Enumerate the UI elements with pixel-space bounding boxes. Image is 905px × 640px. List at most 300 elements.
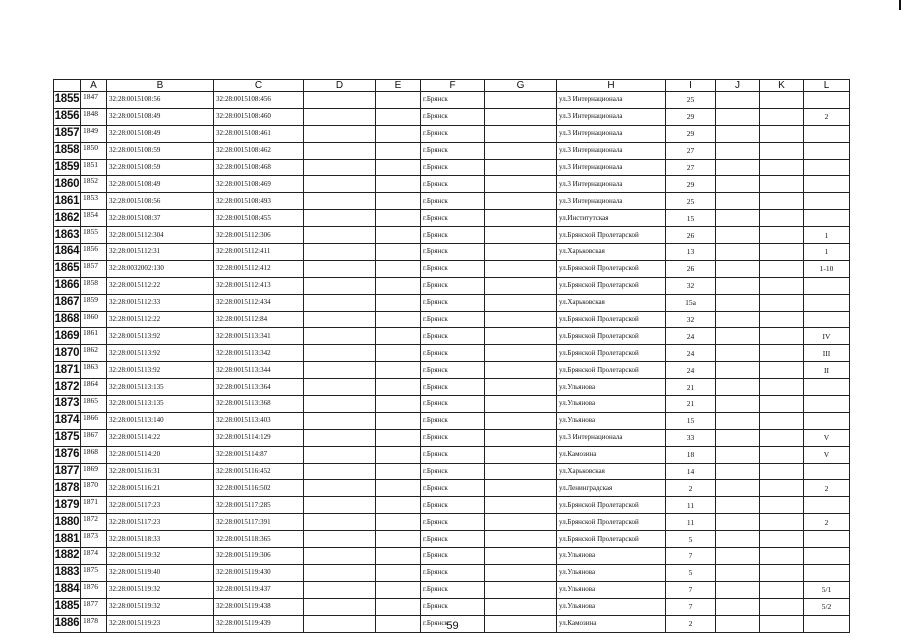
cell-d (304, 210, 376, 227)
cell-j (716, 92, 760, 109)
cell-i: 15а (666, 294, 716, 311)
cell-f: г.Брянск (421, 176, 485, 193)
cell-l: 1 (804, 244, 850, 261)
cell-j (716, 480, 760, 497)
cell-k (760, 446, 804, 463)
cell-i: 24 (666, 362, 716, 379)
cell-c: 32:28:0015116:502 (214, 480, 304, 497)
cell-d (304, 480, 376, 497)
cell-i: 32 (666, 277, 716, 294)
cell-a: 1858 (81, 277, 107, 294)
cell-h: ул.Ульянова (557, 548, 666, 565)
cell-k (760, 210, 804, 227)
cell-d (304, 92, 376, 109)
cell-g (485, 463, 557, 480)
row-number: 1864 (54, 244, 81, 261)
cell-k (760, 193, 804, 210)
cell-i: 5 (666, 531, 716, 548)
cell-l: 2 (804, 480, 850, 497)
cell-g (485, 108, 557, 125)
cell-g (485, 412, 557, 429)
cell-i: 24 (666, 328, 716, 345)
cell-h: ул.Институтская (557, 210, 666, 227)
cell-f: г.Брянск (421, 396, 485, 413)
cell-l (804, 463, 850, 480)
cell-k (760, 598, 804, 615)
cell-e (376, 362, 421, 379)
cell-d (304, 193, 376, 210)
cell-i: 18 (666, 446, 716, 463)
cell-a: 1878 (81, 615, 107, 632)
cell-d (304, 277, 376, 294)
cell-d (304, 497, 376, 514)
cell-h: ул.Харьковская (557, 244, 666, 261)
cell-l (804, 277, 850, 294)
cell-j (716, 345, 760, 362)
cell-c: 32:28:0015112:413 (214, 277, 304, 294)
cell-c: 32:28:0015108:469 (214, 176, 304, 193)
cell-j (716, 108, 760, 125)
cell-b: 32:28:0015119:32 (107, 548, 214, 565)
cell-k (760, 564, 804, 581)
cell-j (716, 497, 760, 514)
table-row (54, 598, 850, 615)
cell-f: г.Брянск (421, 125, 485, 142)
cell-l (804, 497, 850, 514)
cell-j (716, 446, 760, 463)
cell-f: г.Брянск (421, 548, 485, 565)
cell-k (760, 345, 804, 362)
cell-i: 27 (666, 142, 716, 159)
cell-d (304, 446, 376, 463)
cell-b: 32:28:0015113:92 (107, 345, 214, 362)
cell-j (716, 396, 760, 413)
cell-l: 5/2 (804, 598, 850, 615)
cell-c: 32:28:0015117:391 (214, 514, 304, 531)
column-header-j: J (716, 80, 760, 92)
cell-f: г.Брянск (421, 362, 485, 379)
cell-f: г.Брянск (421, 480, 485, 497)
cell-e (376, 446, 421, 463)
cell-g (485, 362, 557, 379)
cell-g (485, 379, 557, 396)
cell-f: г.Брянск (421, 345, 485, 362)
cell-f: г.Брянск (421, 311, 485, 328)
table-row (54, 429, 850, 446)
cell-h: ул.Камозина (557, 446, 666, 463)
cell-l (804, 176, 850, 193)
cell-k (760, 125, 804, 142)
cell-l (804, 412, 850, 429)
cell-d (304, 244, 376, 261)
cell-h: ул.Брянской Пролетарской (557, 531, 666, 548)
cell-h: ул.Ульянова (557, 412, 666, 429)
cell-d (304, 227, 376, 244)
cell-f: г.Брянск (421, 598, 485, 615)
cell-j (716, 581, 760, 598)
cell-f: г.Брянск (421, 294, 485, 311)
cell-b: 32:28:0015112:304 (107, 227, 214, 244)
cell-e (376, 328, 421, 345)
cell-f: г.Брянск (421, 260, 485, 277)
table-row (54, 396, 850, 413)
cell-j (716, 328, 760, 345)
cell-c: 32:28:0015108:462 (214, 142, 304, 159)
row-number: 1870 (54, 345, 81, 362)
row-number: 1874 (54, 412, 81, 429)
cell-a: 1869 (81, 463, 107, 480)
cell-b: 32:28:0015119:40 (107, 564, 214, 581)
column-header-h: H (557, 80, 666, 92)
cell-j (716, 193, 760, 210)
table-row (54, 345, 850, 362)
cell-d (304, 581, 376, 598)
row-number: 1859 (54, 159, 81, 176)
cell-i: 29 (666, 108, 716, 125)
cell-e (376, 159, 421, 176)
cell-l: III (804, 345, 850, 362)
cell-l: 1 (804, 227, 850, 244)
cell-g (485, 531, 557, 548)
cell-d (304, 531, 376, 548)
cell-g (485, 564, 557, 581)
cell-l: 1-10 (804, 260, 850, 277)
table-row (54, 379, 850, 396)
cell-d (304, 598, 376, 615)
cell-h: ул.Брянской Пролетарской (557, 497, 666, 514)
cell-k (760, 396, 804, 413)
cell-a: 1864 (81, 379, 107, 396)
cell-i: 26 (666, 260, 716, 277)
cell-a: 1852 (81, 176, 107, 193)
column-header-d: D (304, 80, 376, 92)
table-row (54, 480, 850, 497)
cell-k (760, 227, 804, 244)
cell-f: г.Брянск (421, 412, 485, 429)
cell-g (485, 514, 557, 531)
cell-l: IV (804, 328, 850, 345)
table-row (54, 227, 850, 244)
cell-h: ул.3 Интернационала (557, 92, 666, 109)
cell-d (304, 142, 376, 159)
cell-f: г.Брянск (421, 379, 485, 396)
table-row (54, 159, 850, 176)
row-number: 1869 (54, 328, 81, 345)
cell-k (760, 463, 804, 480)
cell-b: 32:28:0015116:31 (107, 463, 214, 480)
cell-g (485, 92, 557, 109)
cell-d (304, 176, 376, 193)
cell-g (485, 497, 557, 514)
cell-e (376, 227, 421, 244)
cell-e (376, 108, 421, 125)
row-number: 1884 (54, 581, 81, 598)
cell-k (760, 311, 804, 328)
cell-i: 11 (666, 497, 716, 514)
column-header-e: E (376, 80, 421, 92)
cell-i: 2 (666, 480, 716, 497)
cell-c: 32:28:0015116:452 (214, 463, 304, 480)
cell-f: г.Брянск (421, 564, 485, 581)
cell-f: г.Брянск (421, 581, 485, 598)
cell-g (485, 193, 557, 210)
cell-b: 32:28:0015112:22 (107, 277, 214, 294)
cell-i: 21 (666, 396, 716, 413)
cell-b: 32:28:0015119:32 (107, 581, 214, 598)
cell-h: ул.Камозина (557, 615, 666, 632)
cell-d (304, 260, 376, 277)
cell-f: г.Брянск (421, 615, 485, 632)
cell-f: г.Брянск (421, 142, 485, 159)
cell-e (376, 564, 421, 581)
cell-f: г.Брянск (421, 227, 485, 244)
table-row (54, 142, 850, 159)
cell-c: 32:28:0015113:342 (214, 345, 304, 362)
cell-h: ул.Брянской Пролетарской (557, 311, 666, 328)
cell-l (804, 294, 850, 311)
cell-h: ул.3 Интернационала (557, 108, 666, 125)
cell-k (760, 176, 804, 193)
cell-l: 2 (804, 514, 850, 531)
cell-e (376, 531, 421, 548)
table-row (54, 581, 850, 598)
cell-k (760, 260, 804, 277)
cell-i: 27 (666, 159, 716, 176)
cell-b: 32:28:0015113:135 (107, 379, 214, 396)
table-row (54, 446, 850, 463)
cell-c: 32:28:0015112:306 (214, 227, 304, 244)
column-header-a: A (81, 80, 107, 92)
cell-i: 13 (666, 244, 716, 261)
row-number: 1881 (54, 531, 81, 548)
cell-b: 32:28:0015114:20 (107, 446, 214, 463)
cell-i: 2 (666, 615, 716, 632)
cell-j (716, 412, 760, 429)
corner-cell (54, 80, 81, 92)
cell-g (485, 480, 557, 497)
cell-c: 32:28:0015113:344 (214, 362, 304, 379)
cell-g (485, 176, 557, 193)
row-number: 1880 (54, 514, 81, 531)
cell-f: г.Брянск (421, 429, 485, 446)
row-number: 1873 (54, 396, 81, 413)
cell-g (485, 429, 557, 446)
column-header-b: B (107, 80, 214, 92)
row-number: 1866 (54, 277, 81, 294)
row-number: 1867 (54, 294, 81, 311)
cell-e (376, 581, 421, 598)
cell-j (716, 429, 760, 446)
cell-l (804, 142, 850, 159)
column-header-i: I (666, 80, 716, 92)
cell-g (485, 548, 557, 565)
cell-e (376, 480, 421, 497)
cell-c: 32:28:0015112:412 (214, 260, 304, 277)
cell-b: 32:28:0015113:135 (107, 396, 214, 413)
cell-a: 1875 (81, 564, 107, 581)
cell-e (376, 277, 421, 294)
cell-k (760, 142, 804, 159)
cell-j (716, 514, 760, 531)
cell-a: 1859 (81, 294, 107, 311)
cell-l (804, 92, 850, 109)
cell-c: 32:28:0015108:493 (214, 193, 304, 210)
cell-h: ул.Ульянова (557, 396, 666, 413)
cell-f: г.Брянск (421, 92, 485, 109)
row-number: 1879 (54, 497, 81, 514)
cell-k (760, 92, 804, 109)
cell-h: ул.Ульянова (557, 379, 666, 396)
row-number: 1855 (54, 92, 81, 109)
cell-f: г.Брянск (421, 497, 485, 514)
cell-f: г.Брянск (421, 463, 485, 480)
cell-i: 21 (666, 379, 716, 396)
table-row (54, 210, 850, 227)
row-number: 1878 (54, 480, 81, 497)
cell-h: ул.Брянской Пролетарской (557, 345, 666, 362)
cell-k (760, 548, 804, 565)
cell-e (376, 176, 421, 193)
cell-c: 32:28:0015113:368 (214, 396, 304, 413)
cell-e (376, 92, 421, 109)
column-header-row (54, 80, 850, 92)
cell-b: 32:28:0015117:23 (107, 497, 214, 514)
cell-g (485, 159, 557, 176)
cell-i: 7 (666, 548, 716, 565)
cell-d (304, 514, 376, 531)
cell-g (485, 277, 557, 294)
row-number: 1865 (54, 260, 81, 277)
cell-h: ул.3 Интернационала (557, 193, 666, 210)
cell-a: 1867 (81, 429, 107, 446)
cell-k (760, 514, 804, 531)
cell-k (760, 480, 804, 497)
cell-i: 11 (666, 514, 716, 531)
cell-g (485, 581, 557, 598)
cell-f: г.Брянск (421, 277, 485, 294)
table-row (54, 125, 850, 142)
cell-c: 32:28:0015119:438 (214, 598, 304, 615)
cell-i: 25 (666, 92, 716, 109)
cell-l (804, 311, 850, 328)
table-row (54, 311, 850, 328)
cell-a: 1856 (81, 244, 107, 261)
cell-h: ул.Брянской Пролетарской (557, 260, 666, 277)
table-body (54, 92, 850, 633)
cell-a: 1857 (81, 260, 107, 277)
cell-h: ул.Брянской Пролетарской (557, 227, 666, 244)
cell-l (804, 548, 850, 565)
cell-a: 1873 (81, 531, 107, 548)
cell-j (716, 210, 760, 227)
cell-a: 1862 (81, 345, 107, 362)
cell-b: 32:28:0015112:22 (107, 311, 214, 328)
cell-b: 32:28:0015108:59 (107, 142, 214, 159)
cell-k (760, 328, 804, 345)
cell-e (376, 463, 421, 480)
cell-e (376, 396, 421, 413)
cell-k (760, 581, 804, 598)
cell-b: 32:28:0015112:33 (107, 294, 214, 311)
cell-k (760, 497, 804, 514)
cell-e (376, 260, 421, 277)
cell-b: 32:28:0015108:49 (107, 108, 214, 125)
cell-b: 32:28:0015108:37 (107, 210, 214, 227)
table-row (54, 108, 850, 125)
cell-j (716, 244, 760, 261)
row-number: 1876 (54, 446, 81, 463)
row-number: 1883 (54, 564, 81, 581)
cell-g (485, 345, 557, 362)
row-number: 1856 (54, 108, 81, 125)
cell-i: 5 (666, 564, 716, 581)
cell-b: 32:28:0015108:49 (107, 125, 214, 142)
cell-l (804, 193, 850, 210)
cell-i: 26 (666, 227, 716, 244)
cell-f: г.Брянск (421, 193, 485, 210)
cell-g (485, 311, 557, 328)
cell-l: II (804, 362, 850, 379)
cell-h: ул.Харьковская (557, 463, 666, 480)
cell-l (804, 531, 850, 548)
table-row (54, 362, 850, 379)
cell-i: 15 (666, 412, 716, 429)
cell-g (485, 396, 557, 413)
table-row (54, 328, 850, 345)
cell-e (376, 497, 421, 514)
cell-h: ул.Брянской Пролетарской (557, 362, 666, 379)
cell-a: 1876 (81, 581, 107, 598)
cell-c: 32:28:0015114:87 (214, 446, 304, 463)
cell-b: 32:28:0015113:92 (107, 328, 214, 345)
cell-d (304, 548, 376, 565)
cell-d (304, 125, 376, 142)
cell-a: 1849 (81, 125, 107, 142)
cell-h: ул.3 Интернационала (557, 125, 666, 142)
cell-c: 32:28:0015117:285 (214, 497, 304, 514)
row-number: 1882 (54, 548, 81, 565)
cell-i: 15 (666, 210, 716, 227)
cell-j (716, 362, 760, 379)
cell-e (376, 429, 421, 446)
cell-a: 1868 (81, 446, 107, 463)
cell-e (376, 345, 421, 362)
cell-c: 32:28:0015108:468 (214, 159, 304, 176)
cell-j (716, 463, 760, 480)
cell-h: ул.Брянской Пролетарской (557, 514, 666, 531)
cell-h: ул.Харьковская (557, 294, 666, 311)
cell-f: г.Брянск (421, 108, 485, 125)
cell-d (304, 379, 376, 396)
cell-d (304, 362, 376, 379)
cell-c: 32:28:0015108:460 (214, 108, 304, 125)
cell-c: 32:28:0015114:129 (214, 429, 304, 446)
row-number: 1886 (54, 615, 81, 632)
cell-f: г.Брянск (421, 159, 485, 176)
cell-c: 32:28:0015119:430 (214, 564, 304, 581)
cell-l (804, 379, 850, 396)
cell-a: 1853 (81, 193, 107, 210)
row-number: 1862 (54, 210, 81, 227)
scan-edge-mark (899, 0, 901, 10)
cell-d (304, 328, 376, 345)
cell-g (485, 328, 557, 345)
cell-i: 33 (666, 429, 716, 446)
cell-l (804, 210, 850, 227)
cell-i: 29 (666, 125, 716, 142)
cell-c: 32:28:0015112:84 (214, 311, 304, 328)
cell-c: 32:28:0015119:439 (214, 615, 304, 632)
